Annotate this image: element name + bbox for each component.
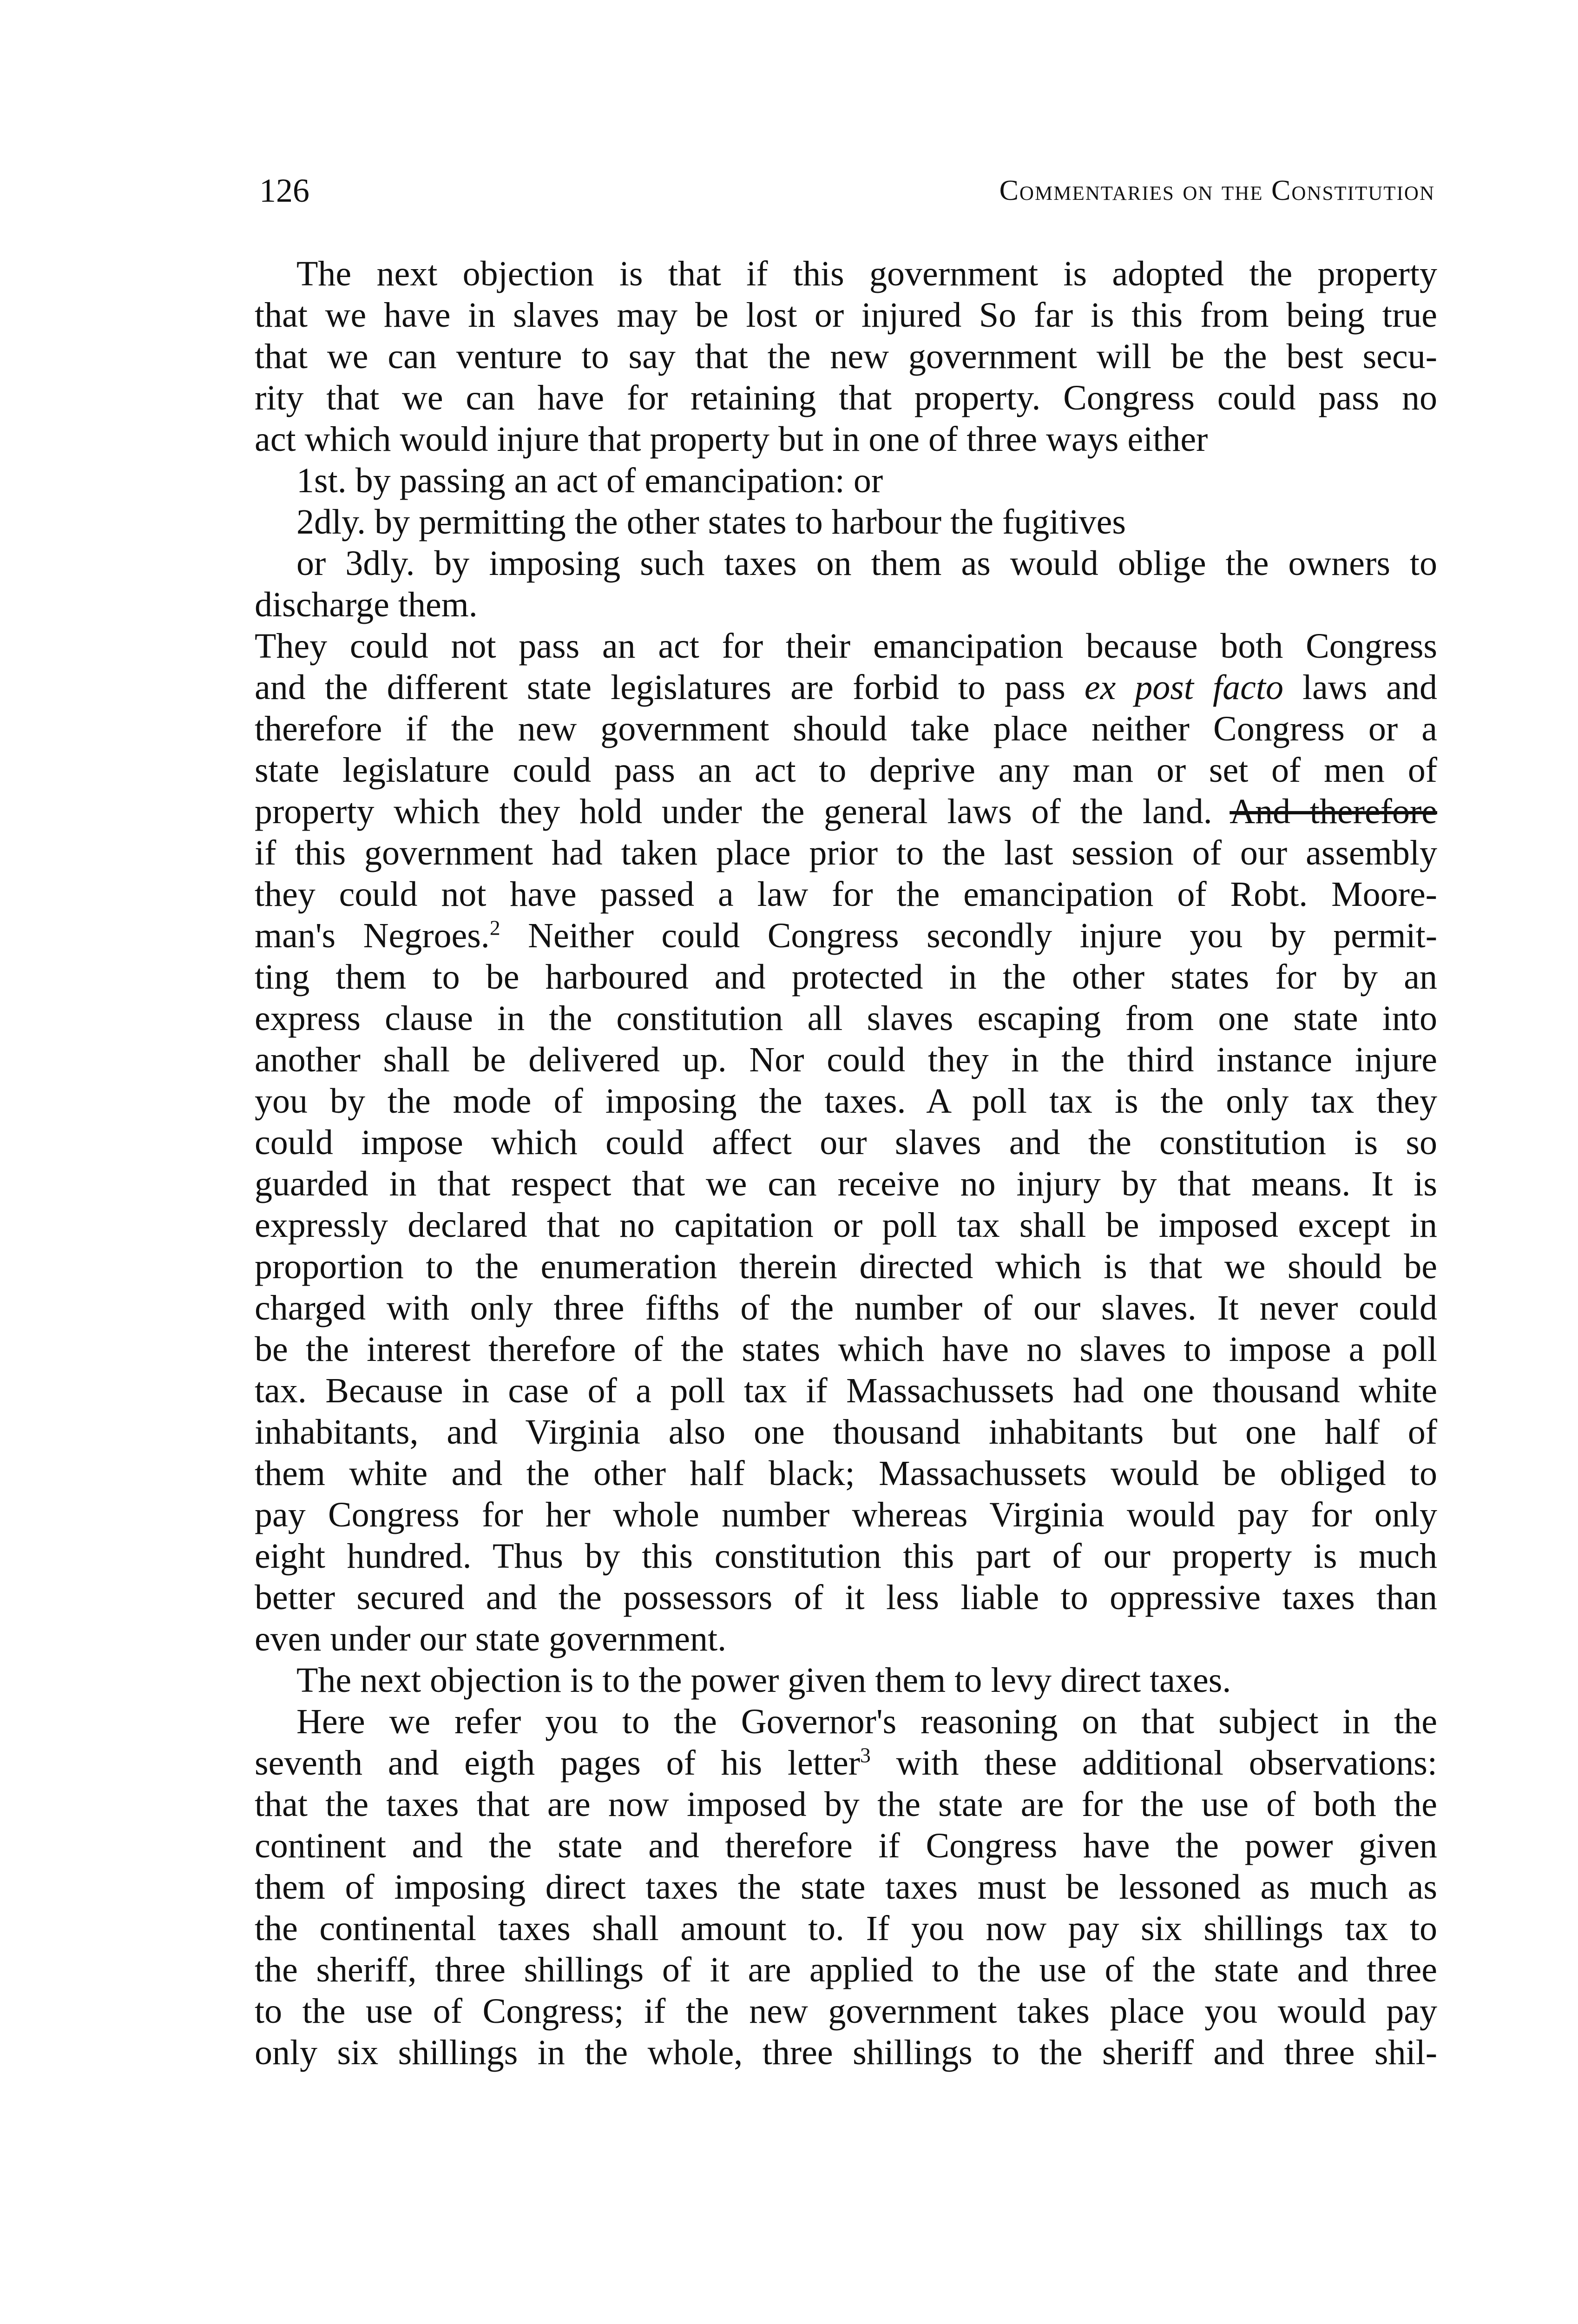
text-line: therefore if the new government should take place neither Congress or a — [255, 709, 1437, 748]
footnote-ref-3: 3 — [860, 1743, 871, 1767]
text-line: to the use of Congress; if the new government takes place you would pay — [255, 1992, 1437, 2031]
footnote-ref-2: 2 — [489, 916, 500, 940]
text-fragment: man's Negroes. — [255, 916, 490, 955]
text-line — [255, 915, 1437, 957]
text-line: discharge them. — [255, 585, 478, 624]
page-header — [259, 170, 1435, 211]
text-line: state legislature could pass an act to deprive any man or set of men of — [255, 751, 1437, 790]
text-line: express clause in the constitution all slaves escaping from one state into — [255, 999, 1437, 1038]
struck-text: And therefore — [1230, 792, 1437, 831]
page-number: 126 — [259, 172, 309, 209]
text-line: even under our state government. — [255, 1619, 727, 1658]
text-line: the continental taxes shall amount to. If you now pay six shillings tax to — [255, 1909, 1437, 1948]
text-fragment: and the different state legislatures are forbid to pass — [255, 668, 1065, 707]
text-line: another shall be delivered up. Nor could they in the third instance injure — [255, 1040, 1437, 1079]
text-line: you by the mode of imposing the taxes. A poll tax is the only tax they — [255, 1082, 1437, 1121]
text-line: that we have in slaves may be lost or injured So far is this from being true — [255, 296, 1437, 335]
text-line: only six shillings in the whole, three shillings to the sheriff and three shil- — [255, 2033, 1437, 2072]
text-line: charged with only three fifths of the number of our slaves. It never could — [255, 1288, 1437, 1327]
text-line — [255, 1743, 1437, 1784]
text-line: continent and the state and therefore if Congress have the power given — [255, 1826, 1437, 1865]
text-line: expressly declared that no capitation or poll tax shall be imposed except in — [255, 1206, 1437, 1245]
text-line: they could not have passed a law for the emancipation of Robt. Moore- — [255, 875, 1437, 914]
text-line: eight hundred. Thus by this constitution this part of our property is much — [255, 1537, 1437, 1576]
text-line: Here we refer you to the Governor's reasoning on that subject in the — [296, 1702, 1437, 1741]
text-line: them white and the other half black; Massachussets would be obliged to — [255, 1454, 1437, 1493]
text-line — [255, 791, 1437, 832]
latin-phrase: ex post facto — [1084, 668, 1283, 707]
text-line: that we can venture to say that the new government will be the best secu- — [255, 337, 1437, 376]
text-line: better secured and the possessors of it less liable to oppressive taxes than — [255, 1578, 1437, 1617]
text-line — [255, 667, 1437, 708]
text-line: The next objection is that if this government is adopted the property — [296, 254, 1437, 293]
text-line: 1st. by passing an act of emancipation: or — [296, 461, 883, 500]
text-line: rity that we can have for retaining that property. Congress could pass no — [255, 378, 1437, 417]
text-fragment: Neither could Congress secondly injure you by permit- — [528, 916, 1437, 955]
text-line: the sheriff, three shillings of it are applied to the use of the state and three — [255, 1950, 1437, 1989]
text-fragment: property which they hold under the general laws of the land. — [255, 792, 1212, 831]
text-line: The next objection is to the power given them to levy direct taxes. — [296, 1661, 1231, 1700]
text-fragment: with these additional observations: — [896, 1743, 1437, 1783]
text-line: ting them to be harboured and protected in the other states for by an — [255, 957, 1437, 997]
text-fragment: seventh and eigth pages of his letter — [255, 1743, 861, 1783]
text-line: be the interest therefore of the states which have no slaves to impose a poll — [255, 1330, 1437, 1369]
text-line: could impose which could affect our slaves and the constitution is so — [255, 1123, 1437, 1162]
body-text — [255, 253, 1437, 2073]
text-line: pay Congress for her whole number whereas Virginia would pay for only — [255, 1495, 1437, 1534]
text-line: tax. Because in case of a poll tax if Massachussets had one thousand white — [255, 1371, 1437, 1410]
text-line: if this government had taken place prior to the last session of our assembly — [255, 833, 1437, 872]
text-line: inhabitants, and Virginia also one thousand inhabitants but one half of — [255, 1413, 1437, 1452]
text-fragment: laws and — [1302, 668, 1437, 707]
text-line: that the taxes that are now imposed by the state are for the use of both the — [255, 1785, 1437, 1824]
text-line: They could not pass an act for their emancipation because both Congress — [255, 627, 1437, 666]
text-line: act which would injure that property but in one of three ways either — [255, 420, 1208, 459]
text-line: proportion to the enumeration therein directed which is that we should be — [255, 1247, 1437, 1286]
text-line: 2dly. by permitting the other states to harbour the fugitives — [296, 502, 1126, 541]
text-line: or 3dly. by imposing such taxes on them as would oblige the owners to — [296, 544, 1437, 583]
text-line: them of imposing direct taxes the state taxes must be lessoned as much as — [255, 1868, 1437, 1907]
text-line: guarded in that respect that we can receive no injury by that means. It is — [255, 1164, 1437, 1203]
running-head: Commentaries on the Constitution — [999, 175, 1435, 206]
